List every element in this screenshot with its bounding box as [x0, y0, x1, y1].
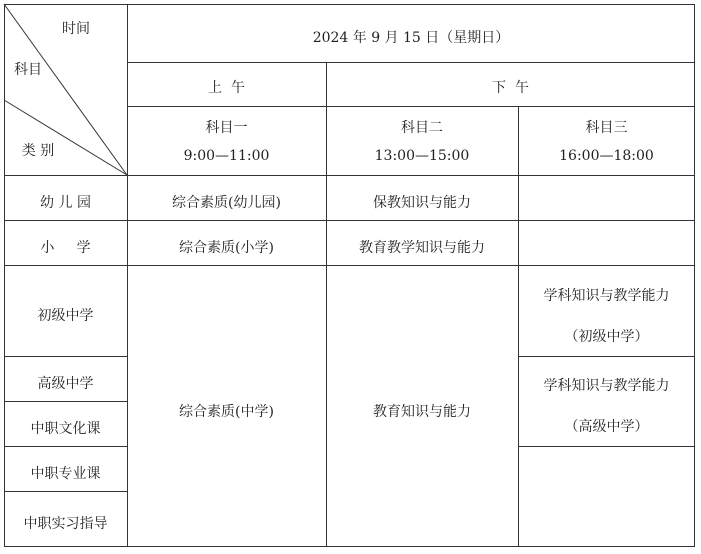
subject-1-time: 9:00—11:00 [183, 148, 270, 164]
row-label-junior: 初级中学 [37, 308, 94, 324]
morning-label: 上 午 [208, 80, 245, 96]
subject-label: 科目 [14, 62, 42, 78]
row-label-kindergarten: 幼 儿 园 [40, 195, 91, 211]
subject-2-time: 13:00—15:00 [374, 148, 470, 164]
row-label-senior: 高级中学 [37, 376, 94, 392]
row-label-vocational-practice: 中职实习指导 [23, 516, 108, 532]
category-label: 类 别 [21, 143, 55, 159]
cell-senior-subject-3-line-1: 学科知识与教学能力 [543, 378, 670, 394]
cell-middle-subject-2: 教育知识与能力 [373, 404, 471, 420]
cell-kindergarten-subject-2: 保教知识与能力 [373, 195, 471, 211]
cell-senior-subject-3-line-2: （高级中学） [564, 419, 649, 435]
cell-kindergarten-subject-1: 综合素质(幼儿园) [172, 195, 281, 211]
cell-primary-subject-2: 教育教学知识与能力 [359, 240, 485, 256]
time-label: 时间 [62, 21, 90, 37]
subject-3-name: 科目三 [585, 120, 628, 136]
subject-1-name: 科目一 [205, 120, 248, 136]
row-label-vocational-culture: 中职文化课 [30, 421, 101, 437]
cell-junior-subject-3-line-1: 学科知识与教学能力 [543, 288, 670, 304]
exam-date: 2024 年 9 月 15 日（星期日） [312, 30, 510, 46]
cell-middle-subject-1: 综合素质(中学) [179, 404, 274, 420]
cell-primary-subject-1: 综合素质(小学) [179, 240, 274, 256]
afternoon-label: 下 午 [492, 80, 529, 96]
subject-2-name: 科目二 [401, 120, 443, 136]
row-label-vocational-major: 中职专业课 [30, 466, 101, 482]
cell-junior-subject-3-line-2: （初级中学） [564, 329, 649, 345]
subject-3-time: 16:00—18:00 [559, 148, 654, 164]
row-label-primary: 小 学 [40, 240, 91, 256]
